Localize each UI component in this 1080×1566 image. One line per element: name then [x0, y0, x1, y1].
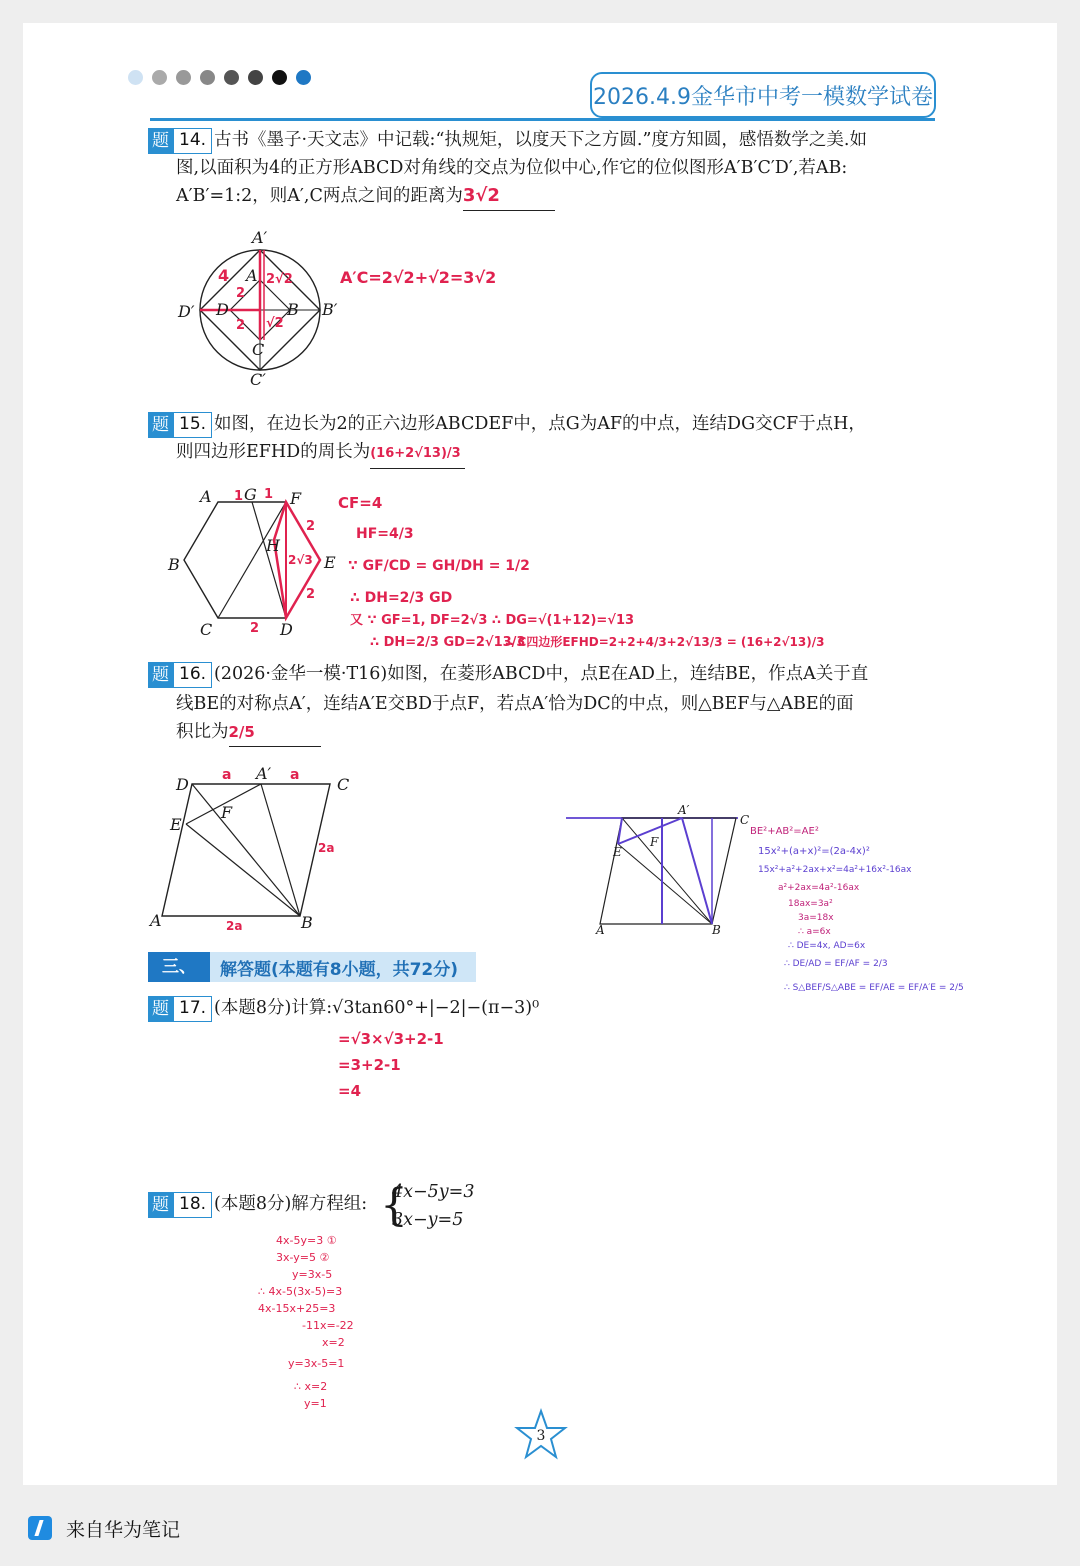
exam-title: 2026.4.9金华市中考一模数学试卷 — [590, 72, 936, 118]
q16-work-line: a²+2ax=4a²-16ax — [778, 883, 860, 893]
label-C: C — [200, 620, 213, 639]
q18-eq1: 4x−5y=3 — [392, 1182, 475, 1202]
label-A: A — [246, 266, 258, 285]
label-B: B — [287, 300, 299, 319]
mark: a — [290, 767, 300, 783]
mark: 2 — [236, 318, 246, 333]
diagonal-BD — [192, 784, 300, 916]
diagonal-BD — [622, 818, 712, 924]
question-label: 题 — [148, 1192, 173, 1218]
q15-work-line: 又 ∵ GF=1, DF=2√3 ∴ DG=√(1+12)=√13 — [350, 613, 635, 628]
label-E: E — [170, 815, 182, 834]
q15-answer: (16+2√13)/3 — [370, 446, 461, 461]
q15-line2 — [176, 438, 465, 469]
q18-work-line: 3x-y=5 ② — [276, 1251, 330, 1264]
q16-work-line: 15x²+(a+x)²=(2a-4x)² — [758, 846, 870, 857]
q18-work-line: -11x=-22 — [302, 1319, 354, 1332]
mark: 2 — [250, 621, 260, 636]
question-label: 题 — [148, 996, 173, 1022]
label-D-prime: D′ — [178, 302, 195, 321]
q15-figure — [160, 480, 825, 650]
question-label: 题 — [148, 128, 173, 154]
mark: 2 — [236, 286, 246, 301]
label-B: B — [712, 923, 721, 937]
q18-work-line: 4x-5y=3 ① — [276, 1234, 337, 1247]
q16-answer-blank — [229, 718, 321, 747]
q18-work-line: y=3x-5 — [292, 1268, 333, 1281]
label-F: F — [221, 803, 233, 822]
page-number: 3 — [536, 1428, 546, 1444]
label-F: F — [650, 835, 659, 849]
label-D: D — [216, 300, 229, 319]
q18-text: (本题8分)解方程组: — [214, 1194, 368, 1214]
q15-work-line: HF=4/3 — [356, 526, 414, 542]
label-E: E — [613, 845, 622, 859]
dot — [296, 70, 311, 85]
label-E: E — [324, 553, 336, 572]
label-A-prime: A′ — [252, 228, 268, 247]
question-number: 15. — [173, 412, 212, 438]
question-number: 18. — [173, 1192, 212, 1218]
q18-work-line: ∴ x=2 — [294, 1380, 328, 1393]
q16-figure-left — [148, 760, 368, 940]
q14-answer-blank — [463, 182, 555, 211]
dot — [224, 70, 239, 85]
q15-work-line: ∴ DH=2/3 GD — [350, 590, 453, 606]
label-H: H — [266, 536, 280, 555]
section-number: 三、 — [148, 952, 210, 982]
question-14-tag — [148, 128, 212, 154]
q16-work-line: ∴ DE/AD = EF/AF = 2/3 — [784, 959, 888, 969]
question-number: 17. — [173, 996, 212, 1022]
dot — [248, 70, 263, 85]
q16-work-line: 3a=18x — [798, 913, 834, 923]
mark: 2a — [318, 841, 335, 855]
question-label: 题 — [148, 412, 173, 438]
question-number: 14. — [173, 128, 212, 154]
q15-work-line: ∴ C四边形EFHD=2+2+4/3+2√13/3 = (16+2√13)/3 — [505, 635, 825, 649]
footer-text: 来自华为笔记 — [66, 1518, 181, 1541]
q15-line1: 如图，在边长为2的正六边形ABCDEF中，点G为AF的中点，连结DG交CF于点H， — [214, 414, 866, 434]
dot — [176, 70, 191, 85]
label-A: A — [150, 911, 162, 930]
q18-work-line: y=3x-5=1 — [288, 1357, 345, 1370]
label-A-prime: A′ — [678, 803, 690, 817]
q14-work: A′C=2√2+√2=3√2 — [340, 268, 497, 287]
mark: 1 — [264, 487, 274, 502]
mark: 1 — [234, 489, 244, 504]
footer-bar — [0, 1490, 1080, 1566]
label-D: D — [280, 620, 293, 639]
dot — [128, 70, 143, 85]
purple-seg — [618, 818, 622, 844]
q14-line3 — [176, 182, 555, 211]
label-A: A — [596, 923, 605, 937]
q14-line2: 图,以面积为4的正方形ABCD对角线的交点为位似中心,作它的位似图形A′B′C′D′,若AB: — [176, 158, 848, 178]
q17-work-line: =4 — [338, 1082, 362, 1100]
q18-work-line: ∴ 4x-5(3x-5)=3 — [258, 1285, 343, 1298]
question-17-tag — [148, 996, 212, 1022]
q14-figure — [170, 225, 500, 395]
mark: 4 — [218, 266, 230, 285]
q16-line3-text: 积比为 — [176, 722, 229, 742]
q16-work-line: ∴ DE=4x, AD=6x — [788, 941, 866, 951]
mark: 2 — [306, 587, 316, 602]
q16-work-line: ∴ a=6x — [798, 927, 831, 937]
question-18-tag — [148, 1192, 212, 1218]
q16-work-line: 15x²+a²+2ax+x²=4a²+16x²-16ax — [758, 865, 912, 875]
question-label: 题 — [148, 662, 173, 688]
q16-work-line: ∴ S△BEF/S△ABE = EF/AE = EF/A′E = 2/5 — [784, 983, 964, 993]
mark: 2a — [226, 919, 243, 933]
header-rule — [150, 118, 935, 121]
label-D: D — [176, 775, 189, 794]
q18-work-line: x=2 — [322, 1336, 345, 1349]
question-number: 16. — [173, 662, 212, 688]
q17-work-line: =3+2-1 — [338, 1056, 401, 1074]
dot — [152, 70, 167, 85]
huawei-notes-icon — [28, 1516, 52, 1540]
label-G: G — [244, 485, 257, 504]
label-C: C — [337, 775, 350, 794]
label-A: A — [200, 487, 212, 506]
q15-work-line: ∴ DH=2/3 GD=2√13/3 — [370, 635, 526, 650]
segment-BE — [186, 824, 300, 916]
segment-AprimeB — [682, 818, 712, 924]
dot — [200, 70, 215, 85]
q18-work-line: 4x-15x+25=3 — [258, 1302, 336, 1315]
label-F: F — [290, 489, 302, 508]
page-number-star — [514, 1408, 568, 1460]
q15-answer-blank — [370, 438, 465, 469]
question-16-tag — [148, 662, 212, 688]
segment-CF — [218, 502, 286, 618]
q18-brace: { — [380, 1180, 408, 1231]
q18-eq2: 3x−y=5 — [392, 1210, 464, 1230]
label-C: C — [740, 813, 750, 827]
q16-line3 — [176, 718, 321, 747]
q17-work-line: =√3×√3+2-1 — [338, 1030, 444, 1048]
q15-work-line: ∵ GF/CD = GH/DH = 1/2 — [348, 558, 530, 574]
q14-line3-text: A′B′=1:2，则A′,C两点之间的距离为 — [176, 186, 463, 206]
mark: √2 — [266, 316, 284, 331]
q17-text: (本题8分)计算:√3tan60°+|−2|−(π−3)⁰ — [214, 998, 540, 1018]
label-A-prime: A′ — [256, 764, 272, 783]
q17-work — [338, 1026, 444, 1104]
mark: 2 — [306, 519, 316, 534]
q16-answer: 2/5 — [228, 723, 255, 741]
q15-work-line: CF=4 — [338, 494, 383, 512]
q18-work — [258, 1232, 354, 1412]
section-3-band — [148, 952, 476, 982]
label-C: C — [252, 340, 265, 359]
q18-work-line: y=1 — [304, 1397, 327, 1410]
q16-line1: (2026·金华一模·T16)如图，在菱形ABCD中，点E在AD上，连结BE，作点A关于直 — [214, 664, 869, 684]
label-C-prime: C′ — [250, 370, 266, 389]
question-15-tag — [148, 412, 212, 438]
mark: 2√3 — [288, 553, 313, 567]
q16-work-line: 18ax=3a² — [788, 899, 833, 909]
dot — [272, 70, 287, 85]
mark: a — [222, 767, 232, 783]
q14-line1: 古书《墨子·天文志》中记载:“执规矩，以度天下之方圆.”度方知圆，感悟数学之美.如 — [214, 130, 867, 150]
section-title: 解答题(本题有8小题，共72分) — [220, 959, 459, 980]
label-B-prime: B′ — [322, 300, 338, 319]
progress-dots — [128, 70, 311, 85]
mark: 2√2 — [266, 272, 293, 287]
q16-figure-right — [562, 800, 964, 1000]
label-B: B — [301, 913, 313, 932]
q16-line2: 线BE的对称点A′，连结A′E交BD于点F，若点A′恰为DC的中点，则△BEF与△ABE的面 — [176, 694, 854, 714]
segment-BE — [618, 844, 712, 924]
label-B: B — [168, 555, 180, 574]
segment-AprimeB — [261, 784, 300, 916]
q14-answer: 3√2 — [462, 185, 500, 206]
q16-work-line: BE²+AB²=AE² — [750, 826, 819, 837]
q15-line2-text: 则四边形EFHD的周长为 — [176, 442, 371, 462]
